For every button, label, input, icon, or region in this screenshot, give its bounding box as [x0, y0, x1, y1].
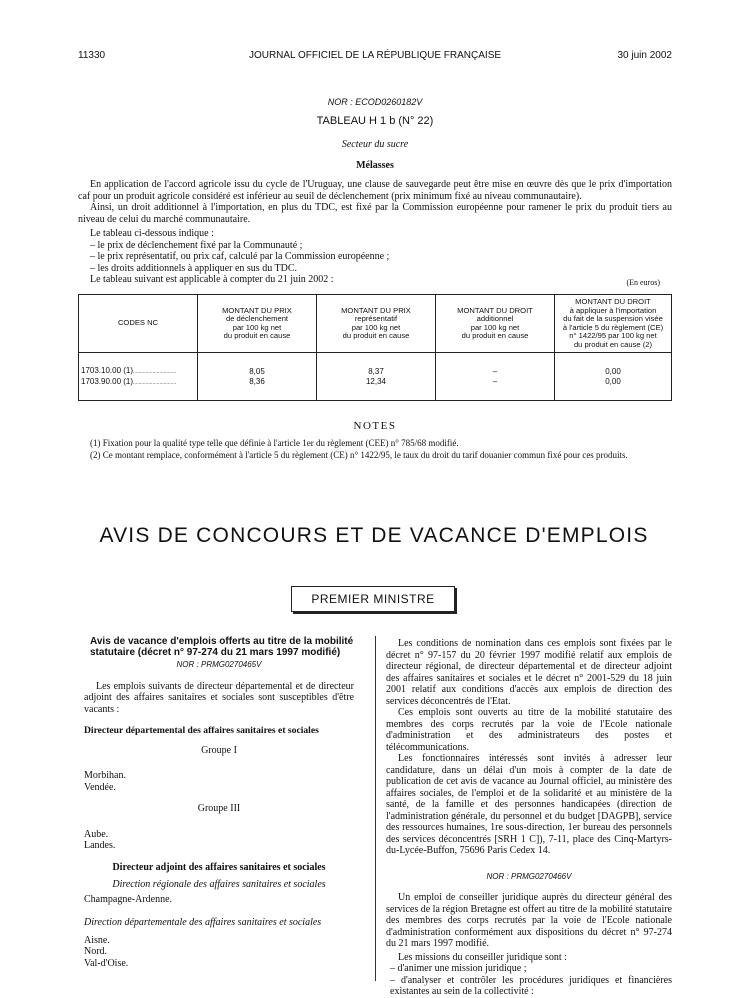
nor-reference-right: NOR : PRMG0270466V: [486, 871, 572, 881]
list-item: – d'animer une mission juridique ;: [390, 963, 527, 974]
adjoint-title: Directeur adjoint des affaires sanitaires et sociales: [112, 861, 326, 873]
additional-value: –: [492, 376, 498, 386]
conditions-paragraph: Les conditions de nomination dans ces emplois sont fixées par le décret n° 97-157 du 20 février 1997 modifié relatif aux emplois de directeur régional, de directeur départemental et de directeur adjoint des affaires sanitaires et sociales et le décret n° 2001-529 du 18 juin 2001 relatif aux conditions d'accès aux emplois de direction des services déconcentrés de l'Etat.: [386, 638, 672, 707]
trigger-value: 8,36: [249, 376, 265, 386]
list-item: Champagne-Ardenne.: [84, 893, 173, 905]
product-heading: Mélasses: [356, 160, 394, 171]
trigger-value: 8,05: [249, 366, 265, 376]
notice-heading: Avis de vacance d'emplois offerts au titre de la mobilité statutaire (décret n° 97-274 du 21 mars 1997 modifié): [90, 636, 354, 658]
notes: [78, 438, 672, 461]
applied-value: 0,00: [605, 376, 621, 386]
group-1-label: Groupe I: [201, 744, 237, 756]
section-banner: AVIS DE CONCOURS ET DE VACANCE D'EMPLOIS: [99, 524, 649, 547]
code-value: 1703.10.00 (1): [81, 365, 134, 375]
list-item: – d'analyser et contrôler les procédures juridiques et financières existantes au sein de la collectivité :: [390, 974, 672, 997]
intro-paragraph-3: Le tableau ci-dessous indique :: [90, 228, 214, 239]
trigger-cell: [198, 353, 317, 401]
representative-value: 8,37: [368, 366, 384, 376]
left-intro: Les emplois suivants de directeur départemental et de directeur adjoint des affaires sanitaires et sociales sont susceptibles d'être vacants :: [84, 680, 354, 715]
table-row: [79, 353, 672, 401]
director-title: Directeur départemental des affaires sanitaires et sociales: [84, 725, 319, 736]
right-column: [386, 638, 672, 998]
intro-text: [78, 179, 672, 286]
legal-advisor-paragraph: Un emploi de conseiller juridique auprès du directeur général des services de la région Bretagne est offert au titre de la mobilité statutaire des membres des corps recrutés par la voie de l'Ecole nationale d'administration conformément aux dispositions du décret n° 97-274 du 21 mars 1997 modifié.: [386, 892, 672, 949]
additional-cell: [436, 353, 555, 401]
unit-label: (En euros): [626, 278, 660, 287]
applied-value: 0,00: [605, 366, 621, 376]
code-value: 1703.90.00 (1): [81, 376, 134, 386]
regional-direction: Direction régionale des affaires sanitaires et sociales: [112, 879, 326, 890]
left-column: [84, 636, 354, 969]
list-item: Aube.: [84, 828, 109, 840]
journal-title: JOURNAL OFFICIEL DE LA RÉPUBLIQUE FRANÇAISE: [248, 50, 502, 61]
list-item: Aisne.: [84, 934, 110, 946]
codes-cell: [79, 353, 198, 401]
header-applied-duty: MONTANT DU DROIT à appliquer à l'importation du fait de la suspension visée à l'article 5 du règlement (CE) n° 1422/95 par 100 kg net du produit en cause (2): [555, 295, 672, 353]
list-item: – le prix représentatif, ou prix caf, calculé par la Commission européenne ;: [90, 251, 390, 262]
intro-paragraph-2: Ainsi, un droit additionnel à l'importation, en plus du TDC, est fixé par la Commission européenne pour ramener le prix du produit tiers au niveau de celui du marché communautaire.: [78, 202, 672, 225]
notes-title: NOTES: [353, 420, 397, 432]
nor-reference: NOR : ECOD0260182V: [327, 97, 423, 107]
column-divider: [375, 636, 376, 981]
applied-cell: [555, 353, 672, 401]
table-header-row: [79, 295, 672, 353]
group-3-label: Groupe III: [197, 803, 241, 814]
header-codes-nc: CODES NC: [79, 295, 198, 353]
sector-label: Secteur du sucre: [341, 139, 409, 150]
list-item: Nord.: [84, 946, 108, 957]
list-item: Vendée.: [84, 781, 116, 793]
price-table: [78, 294, 672, 401]
header-additional-duty: MONTANT DU DROIT additionnel par 100 kg net du produit en cause: [436, 295, 555, 353]
page-number: 11330: [78, 50, 106, 61]
intro-paragraph-1: En application de l'accord agricole issu du cycle de l'Uruguay, une clause de sauvegarde peut être mise en œuvre dès que le prix d'importation caf pour un produit agricole considéré est inférieur au seuil de déclenchement (prix minimum fixé au niveau communautaire).: [78, 179, 672, 202]
representative-cell: [317, 353, 436, 401]
publication-date: 30 juin 2002: [617, 50, 672, 61]
list-item: Val-d'Oise.: [84, 957, 129, 969]
missions-intro: Les missions du conseiller juridique sont :: [398, 951, 567, 963]
list-item: – le prix de déclenchement fixé par la Communauté ;: [90, 239, 303, 251]
table-title: TABLEAU H 1 b (N° 22): [316, 115, 434, 127]
list-item: Landes.: [84, 840, 116, 851]
representative-value: 12,34: [365, 376, 387, 386]
application-paragraph: Les fonctionnaires intéressés sont invités à adresser leur candidature, dans un délai d'un mois à compter de la date de publication de cet avis de vacance au Journal officiel, au ministère des affaires sociales, de l'emploi et de la solidarité et au ministère de la santé, de la famille et des personnes handicapées (direction de l'administration générale, du personnel et du budget [DAGPB], service des ressources humaines, 1re sous-direction, 1er bureau des personnels des services déconcentrés [SRH 1 C]), 7-11, place des Cinq-Martyrs-du-Lycée-Buffon, 75696 Paris Cedex 14.: [386, 753, 672, 856]
note-1: (1) Fixation pour la qualité type telle que définie à l'article 1er du règlement (CEE) n° 785/68 modifié.: [90, 438, 459, 448]
note-2: (2) Ce montant remplace, conformément à l'article 5 du règlement (CE) n° 1422/95, le taux du droit du tarif douanier commun fixé pour ces produits.: [90, 449, 628, 460]
nor-reference-left: NOR : PRMG0270465V: [176, 660, 262, 669]
mobility-paragraph: Ces emplois sont ouverts au titre de la mobilité statutaire des membres des corps recrutés par la voie de l'Ecole nationale d'administration et des administrateurs des postes et télécommunications.: [386, 707, 672, 753]
header-representative-price: MONTANT DU PRIX représentatif par 100 kg net du produit en cause: [317, 295, 436, 353]
additional-value: –: [492, 366, 498, 376]
intro-paragraph-4: Le tableau suivant est applicable à compter du 21 juin 2002 :: [90, 274, 334, 285]
section-box-premier-ministre: PREMIER MINISTRE: [291, 586, 455, 612]
list-item: Morbihan.: [84, 770, 126, 781]
header-trigger-price: MONTANT DU PRIX de déclenchement par 100 kg net du produit en cause: [198, 295, 317, 353]
list-item: – les droits additionnels à appliquer en sus du TDC.: [90, 262, 298, 274]
departmental-direction: Direction départementale des affaires sanitaires et sociales: [84, 917, 322, 928]
